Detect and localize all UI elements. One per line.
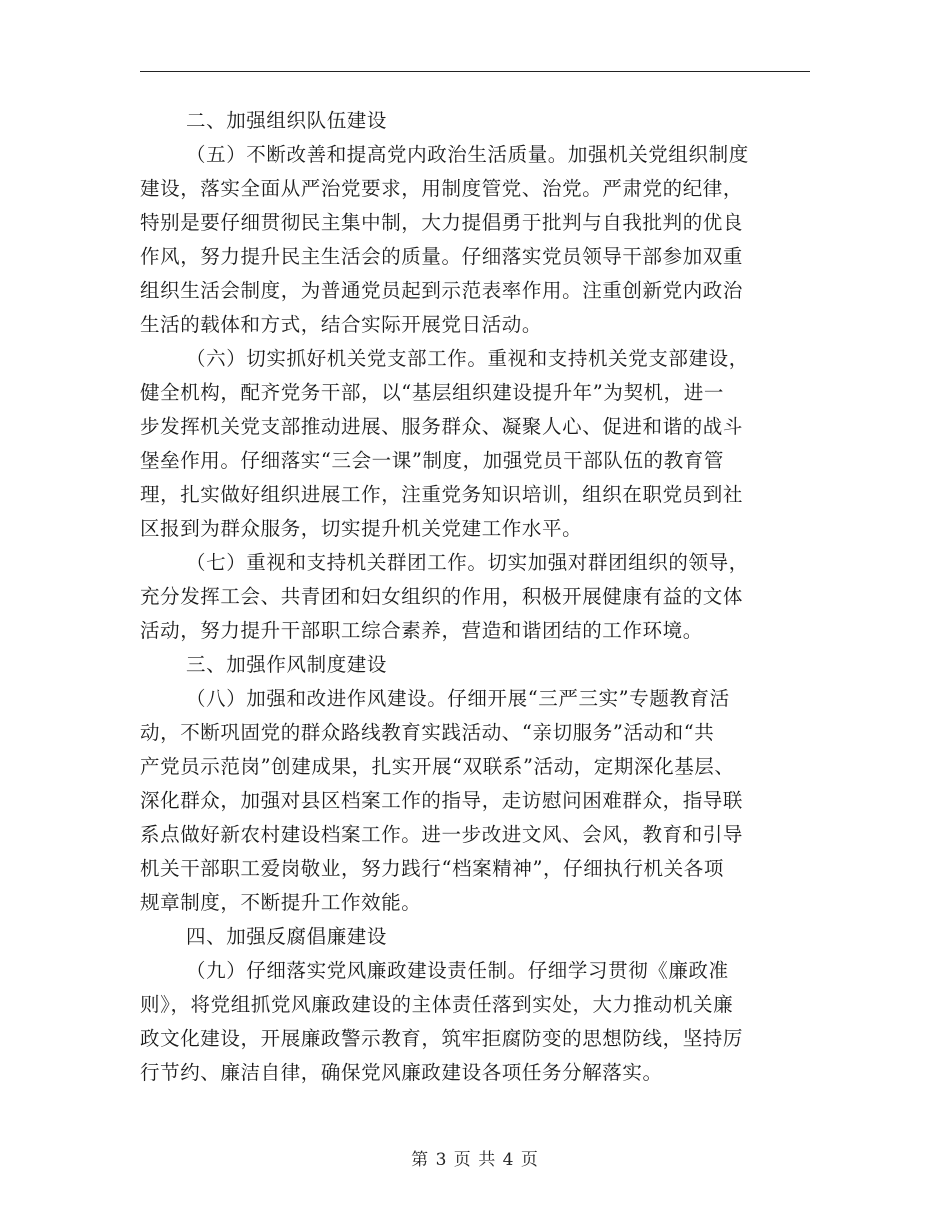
paragraph-line: 产党员示范岗”创建成果，扎实开展“双联系”活动，定期深化基层、	[140, 755, 735, 778]
paragraph-line: 政文化建设，开展廉政警示教育，筑牢拒腐防变的思想防线，坚持厉	[140, 1027, 744, 1050]
paragraph-start-line: 四、加强反腐倡廉建设	[186, 925, 388, 948]
paragraph-start-line: 三、加强作风制度建设	[186, 653, 388, 676]
document-body	[140, 104, 812, 1090]
paragraph-line: 行节约、廉洁自律，确保党风廉政建设各项任务分解落实。	[140, 1061, 663, 1084]
paragraph-start-line: 二、加强组织队伍建设	[186, 109, 388, 132]
paragraph-start-line: （七）重视和支持机关群团工作。切实加强对群团组织的领导，	[186, 551, 749, 574]
paragraph-line: 则》，将党组抓党风廉政建设的主体责任落到实处，大力推动机关廉	[140, 993, 734, 1016]
paragraph-line: 堡垒作用。仔细落实“三会一课”制度，加强党员干部队伍的教育管	[140, 449, 724, 472]
paragraph-line: 动，不断巩固党的群众路线教育实践活动、“亲切服务”活动和“共	[140, 721, 715, 744]
paragraph-line: 健全机构，配齐党务干部，以“基层组织建设提升年”为契机，进一	[140, 381, 724, 404]
paragraph-line: 规章制度，不断提升工作效能。	[140, 891, 422, 914]
paragraph-line: 深化群众，加强对县区档案工作的指导，走访慰问困难群众，指导联	[140, 789, 744, 812]
paragraph-start-line: （八）加强和改进作风建设。仔细开展“三严三实”专题教育活	[186, 687, 730, 710]
paragraph-line: 步发挥机关党支部推动进展、服务群众、凝聚人心、促进和谐的战斗	[140, 415, 744, 438]
paragraph-line: 理，扎实做好组织进展工作，注重党务知识培训，组织在职党员到社	[140, 483, 744, 506]
header-rule	[140, 71, 810, 72]
paragraph-line: 机关干部职工爱岗敬业，努力践行“档案精神”，仔细执行机关各项	[140, 857, 724, 880]
paragraph-line: 组织生活会制度，为普通党员起到示范表率作用。注重创新党内政治	[140, 279, 744, 302]
paragraph-line: 活动，努力提升干部职工综合素养，营造和谐团结的工作环境。	[140, 619, 703, 642]
paragraph-line: 区报到为群众服务，切实提升机关党建工作水平。	[140, 517, 583, 540]
paragraph-line: 建设，落实全面从严治党要求，用制度管党、治党。严肃党的纪律，	[140, 177, 744, 200]
paragraph-line: 生活的载体和方式，结合实际开展党日活动。	[140, 313, 543, 336]
paragraph-start-line: （五）不断改善和提高党内政治生活质量。加强机关党组织制度	[186, 143, 749, 166]
paragraph-start-line: （九）仔细落实党风廉政建设责任制。仔细学习贯彻《廉政准	[186, 959, 729, 982]
paragraph-line: 特别是要仔细贯彻民主集中制，大力提倡勇于批判与自我批判的优良	[140, 211, 744, 234]
paragraph-line: 系点做好新农村建设档案工作。进一步改进文风、会风，教育和引导	[140, 823, 744, 846]
paragraph-line: 作风，努力提升民主生活会的质量。仔细落实党员领导干部参加双重	[140, 245, 744, 268]
paragraph-start-line: （六）切实抓好机关党支部工作。重视和支持机关党支部建设，	[186, 347, 749, 370]
page-number: 第 3 页 共 4 页	[411, 1150, 539, 1170]
paragraph-line: 充分发挥工会、共青团和妇女组织的作用，积极开展健康有益的文体	[140, 585, 744, 608]
